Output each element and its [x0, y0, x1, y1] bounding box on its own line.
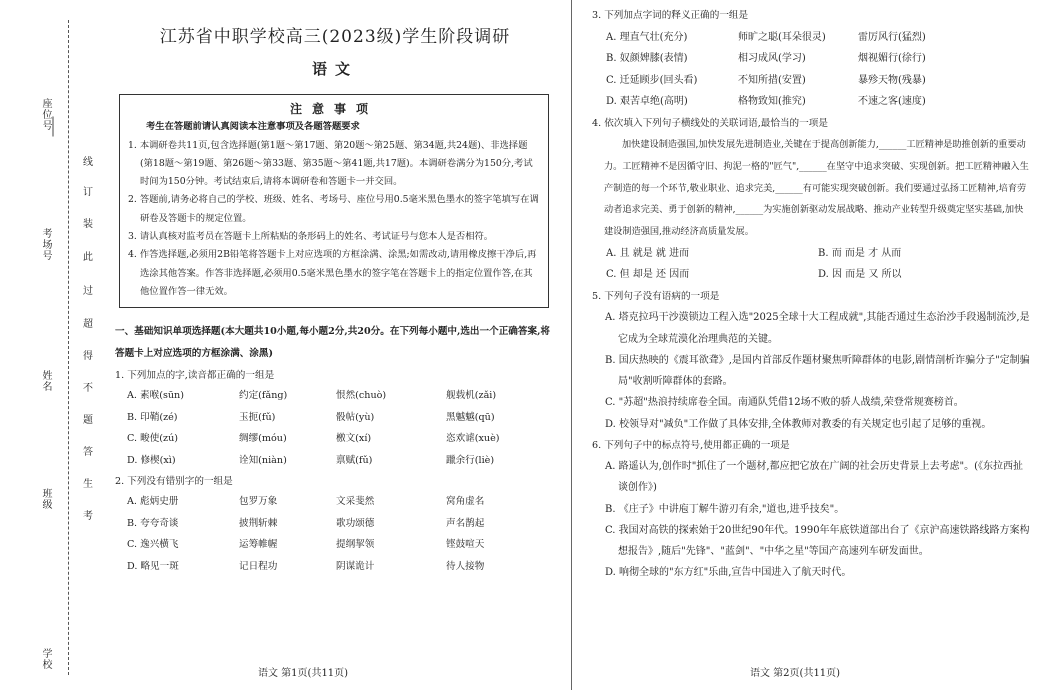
- name-label: 姓名: [40, 370, 51, 392]
- option: 黑魆魆(qū): [446, 411, 495, 423]
- seal-char: 生: [83, 479, 93, 490]
- option: C. 迁延顾步(回头看): [606, 74, 698, 86]
- binding-line: [68, 20, 69, 675]
- seal-char: 装: [83, 219, 93, 230]
- seat-number-label: 座位号: [40, 98, 51, 131]
- seal-char: 题: [83, 415, 93, 426]
- option: B. 国庆热映的《震耳欲聋》,是国内首部反作题材聚焦听障群体的电影,剧情剖析诈骗分子"定制骗局"收割听障群体的套路。: [605, 354, 1030, 388]
- option: 躐余行(liè): [446, 454, 495, 466]
- notice-item: 3. 请认真核对监考员在答题卡上所粘贴的条形码上的姓名、考试证号与您本人是否相符。: [128, 231, 494, 243]
- option: 烟视媚行(徐行): [858, 53, 926, 64]
- page-1: [115, 0, 555, 577]
- seal-char: 答: [83, 447, 93, 458]
- option: 禀赋(fǔ): [336, 454, 373, 466]
- option: 记日程功: [239, 560, 278, 572]
- option: B. 印鞘(zé): [127, 411, 178, 423]
- option: D. 校领导对"减负"工作做了具体安排,全体教师对教委的有关规定也引起了足够的重视。: [605, 418, 992, 430]
- class-label: 班级: [40, 488, 51, 510]
- page-divider: [571, 0, 572, 690]
- option: 恨然(chuò): [336, 390, 387, 402]
- page-1-footer: 语文 第1页(共11页): [258, 668, 349, 679]
- question-5-stem: 5. 下列句子没有语病的一项是: [592, 290, 720, 302]
- exam-title: 江苏省中职学校高三(2023级)学生阶段调研: [159, 27, 511, 47]
- option: D. 修楔(xì): [127, 454, 176, 466]
- notice-box: [119, 94, 549, 308]
- option: 恣欢谑(xuè): [446, 433, 500, 445]
- question-1-options: [115, 385, 555, 471]
- option: 师旷之聪(耳朵很灵): [738, 31, 826, 43]
- question-4-stem: 4. 依次填入下列句子横线处的关联词语,最恰当的一项是: [592, 117, 828, 129]
- option: B. 奴颜婢膝(表情): [606, 53, 688, 64]
- question-1-stem: 1. 下列加点的字,读音都正确的一组是: [115, 370, 275, 382]
- option: 檄文(xí): [336, 433, 372, 445]
- seal-char: 得: [83, 351, 93, 362]
- section-heading: 一、基础知识单项选择题(本大题共10小题,每小题2分,共20分。在下列每小题中,选出一个正确答案,将答题卡上对应选项的方框涂满、涂黑): [115, 326, 551, 360]
- notice-item: 1. 本调研卷共11页,包含选择题(第1题～第17题、第20题～第25题、第34题,共24题)、非选择题(第18题～第19题、第26题～第33题、第35题～第41题,共17题)。本调研卷满分为150分,考试时间为150分钟。考试结束后,请将本调研卷和答题卡一并交回。: [128, 139, 533, 188]
- option: 相习成风(学习): [738, 53, 806, 64]
- page-2-footer: 语文 第2页(共11页): [750, 668, 841, 679]
- question-3-stem: 3. 下列加点字词的释义正确的一组是: [592, 10, 749, 21]
- question-2-stem: 2. 下列没有错别字的一组是: [115, 476, 233, 488]
- option: 包罗万象: [239, 496, 278, 508]
- option: 文采斐然: [336, 496, 375, 508]
- option: D. 响彻全球的"东方红"乐曲,宣告中国进入了航天时代。: [605, 567, 852, 579]
- notice-title: 注意事项: [289, 102, 378, 116]
- notice-item: 2. 答题前,请务必将自己的学校、班级、姓名、考场号、座位号用0.5毫米黑色墨水的签字笔填写在调研卷及答题卡的规定位置。: [128, 194, 539, 224]
- option: 绸缪(móu): [239, 433, 287, 445]
- option: 雷厉风行(猛烈): [858, 31, 926, 43]
- option: 不速之客(速度): [858, 96, 926, 107]
- option: 歌功颂德: [336, 517, 375, 529]
- option: A. 理直气壮(充分): [606, 31, 688, 43]
- option: 声名鹊起: [446, 517, 485, 529]
- option: D. 因 而是 又 所以: [818, 269, 902, 281]
- option: 约定(fǎng): [239, 390, 288, 402]
- seal-char: 订: [83, 187, 93, 198]
- option: 运筹帷幄: [239, 539, 278, 551]
- option: C. 但 却是 还 因而: [606, 269, 690, 281]
- question-2-options: [115, 491, 555, 577]
- option: 骰帖(yù): [336, 411, 375, 423]
- option: 阴谋诡计: [336, 560, 375, 572]
- option: A. 彪炳史册: [127, 496, 179, 508]
- seal-char: 线: [83, 157, 93, 168]
- exam-room-label: 考场号: [40, 228, 51, 261]
- option: A. 路遥认为,创作时"抓住了一个题材,都应把它放在广阔的社会历史背景上去考虑"。(《东拉西扯谈创作》): [605, 461, 1024, 494]
- option: A. 且 就是 就 进而: [606, 247, 690, 259]
- page-2: [592, 0, 1032, 583]
- school-label: 学校: [40, 648, 51, 670]
- option: B. 而 而是 才 从而: [818, 247, 902, 259]
- notice-lead: 考生在答题前请认真阅读本注意事项及各题答题要求: [146, 121, 360, 133]
- option: B. 《庄子》中讲庖丁解牛游刃有余,"道也,进乎技矣"。: [605, 503, 845, 515]
- question-4-passage: 加快建设制造强国,加快发展先进制造业,关键在于提高创新能力,______工匠精神是助推创新的重要动力。工匠精神不是因循守旧、拘泥一格的"匠气",______在坚守中追求突破、实现创新。把工匠精神融入生产制造的每一个环节,敬业职业、追求完美,______有可能实现突破创新。我们要通过弘扬工匠精神,培育劳动者追求完美、勇于创新的精神,______为实施创新驱动发展战略、推动产业转型升级奠定坚实基础,加快建设制造强国,推动经济高质量发展。: [604, 139, 1029, 238]
- option: D. 艰苦卓绝(高明): [606, 96, 688, 107]
- option: C. "苏超"热浪持续席卷全国。南通队凭借12场不败的骄人战绩,荣登常规赛榜首。: [605, 397, 964, 409]
- notice-item: 4. 作答选择题,必须用2B铅笔将答题卡上对应选项的方框涂满、涂黑;如需改动,请用橡皮擦干净后,再选涂其他答案。作答非选择题,必须用0.5毫米黑色墨水的签字笔在答题卡上的指定位置作答,在其他位置作答一律无效。: [128, 249, 537, 297]
- option: C. 我国对高铁的探索始于20世纪90年代。1990年年底铁道部出台了《京沪高速铁路线路方案构想报告》,随后"先锋"、"蓝剑"、"中华之星"等国产高速列车研发面世。: [605, 524, 1030, 558]
- question-3-options: [592, 27, 1032, 113]
- seal-char: 过: [83, 286, 93, 297]
- option: 铿鼓喧天: [446, 539, 485, 551]
- option: D. 略见一斑: [127, 560, 179, 572]
- option: 舰载机(zǎi): [446, 390, 497, 402]
- option: 待人接物: [446, 560, 485, 572]
- option: B. 夸夸奇谈: [127, 517, 179, 529]
- seal-char: 不: [83, 383, 93, 394]
- subject-title: 语文: [311, 60, 358, 78]
- option: 玉扼(fǔ): [239, 411, 276, 423]
- option: C. 逸兴横飞: [127, 539, 179, 551]
- option: 暴殄天物(残暴): [858, 74, 926, 86]
- seal-char: 超: [83, 319, 93, 330]
- option: C. 畯使(zú): [127, 433, 179, 445]
- option: 披荆斩棘: [239, 517, 278, 529]
- option: 窝角虚名: [446, 496, 485, 508]
- option: 格物致知(推究): [738, 96, 806, 107]
- seal-char: 考: [83, 511, 93, 522]
- binding-margin: [0, 0, 110, 690]
- option: 提纲挈领: [336, 539, 375, 551]
- question-6-stem: 6. 下列句子中的标点符号,使用都正确的一项是: [592, 439, 790, 451]
- question-4-options: [592, 243, 1032, 286]
- option: A. 素喉(sūn): [127, 390, 184, 402]
- option: A. 塔克拉玛干沙漠锁边工程入选"2025全球十大工程成就",其能否通过生态治沙手段遏制流沙,是它成为全球荒漠化治理典范的关键。: [605, 312, 1030, 345]
- option: 不知所措(安置): [738, 74, 806, 86]
- option: 诠知(niàn): [239, 454, 287, 466]
- seal-char: 此: [83, 252, 93, 263]
